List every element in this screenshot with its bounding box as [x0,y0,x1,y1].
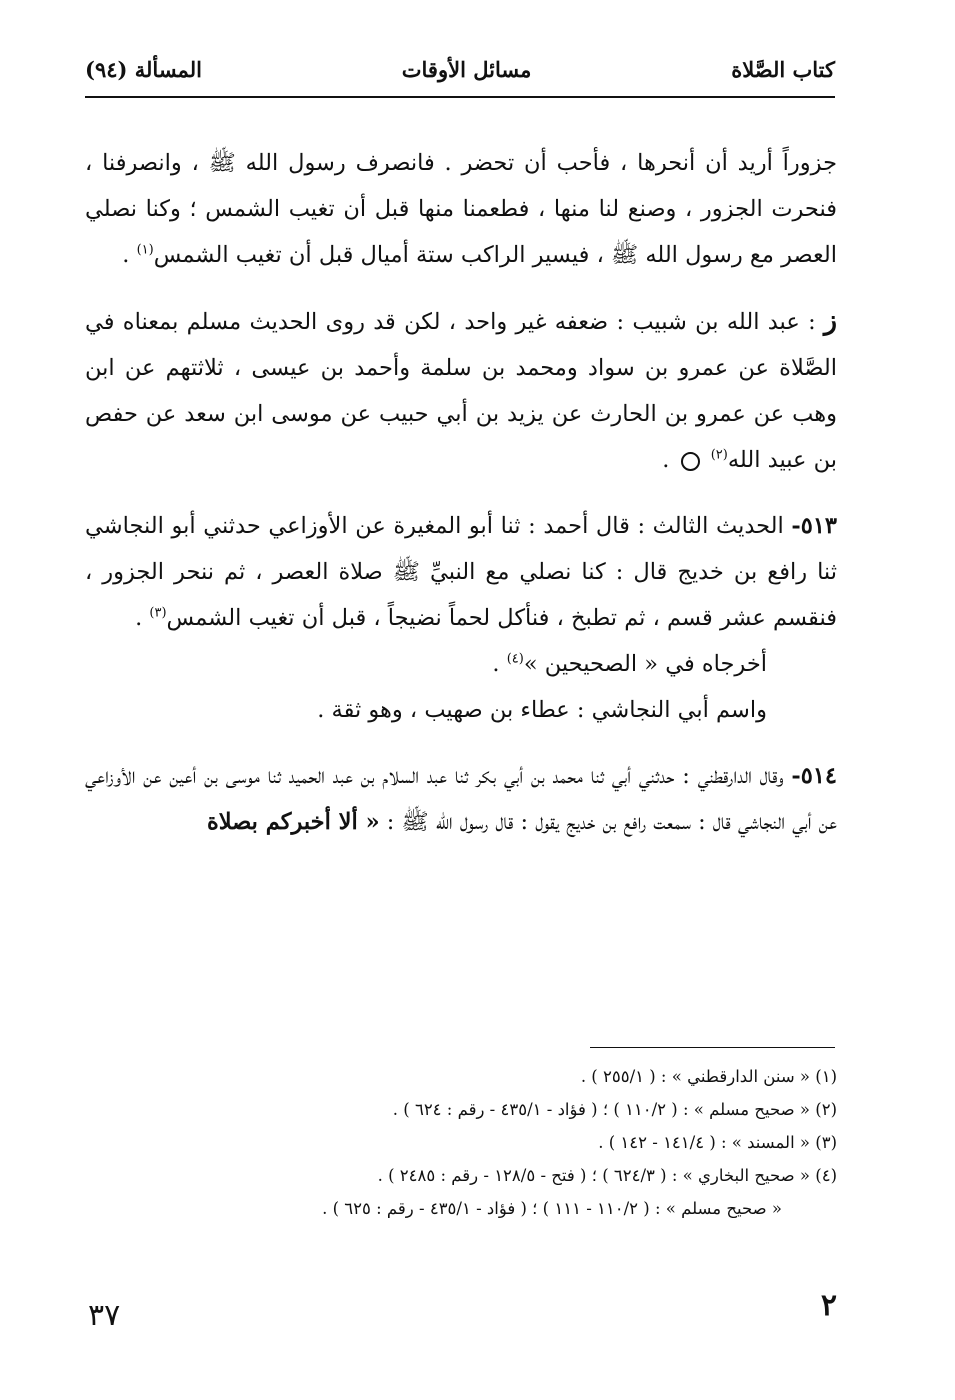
paragraph-5-text: واسم أبي النجاشي : عطاء بن صهيب ، وهو ثقة . [317,697,767,723]
footnote-2: (٢) « صحيح مسلم » : ( ١١٠/٢ ) ؛ ( فؤاد - ٤٣٥/١ - رقم : ٦٢٤ ) . [392,1100,837,1119]
header-book-title: كتاب الصَّلاة [731,56,835,82]
paragraph-1-text: جزوراً أريد أن أنحرها ، فأحب أن تحضر . فانصرف رسول الله ﷺ ، وانصرفنا ، فنحرت الجزور ، وصنع لنا منها ، فطعمنا منها قبل أن تغيب الشمس ؛ وكنا نصلي العصر مع رسول الله ﷺ ، فيسير الراكب ستة أميال قبل أن تغيب الشمس [85,150,837,268]
paragraph-2: ز : عبد الله بن شبيب : ضعفه غير واحد ، لكن قد روى الحديث مسلم بمعناه في الصَّلاة عن عمرو بن سواد ومحمد بن سلمة وأحمد بن عيسى ، ثلاثتهم عن ابن وهب عن عمرو بن الحارث عن يزيد بن أبي حبيب عن موسى ابن سعد عن حفص بن عبيد الله$^{(٢)}$ . [85,305,837,473]
footnote-4: (٤) « صحيح البخاري » : ( ٦٢٤/٣ ) ؛ ( فتح - ١٢٨/٥ - رقم : ٢٤٨٥ ) . [377,1166,837,1185]
paragraph-6-bold-quote: « ألا أخبركم بصلاة [206,809,380,835]
footnote-ref-3: (٣) [149,605,167,621]
paragraph-4-end: . [492,651,507,677]
paragraph-4 [85,641,837,687]
end-circle-icon [681,452,700,471]
footnote-4-continuation: « صحيح مسلم » : ( ١١٠/٢ - ١١١ ) ؛ ( فؤاد - ٤٣٥/١ - رقم : ٦٢٥ ) . [322,1199,782,1218]
paragraph-6-text: وقال الدارقطني : حدثني أبي ثنا محمد بن أبي بكر ثنا عبد السلام بن عبد الحميد ثنا موسى بن أعين عن الأوزاعي عن أبي النجاشي قال : سمعت رافع بن خديج يقول : قال رسول الله ﷺ : [85,763,837,835]
paragraph-1-end: . [122,242,137,268]
paragraph-3-end: . [135,605,150,631]
main-text [85,140,837,845]
page-number: ٣٧ [88,1298,121,1333]
paragraph-6 [85,753,837,845]
zawaid-mark: ز [823,305,837,336]
hadith-number-514: ٥١٤- [791,763,837,789]
paragraph-3-text: الحديث الثالث : قال أحمد : ثنا أبو المغيرة عن الأوزاعي حدثني أبو النجاشي ثنا رافع بن خديج قال : كنا نصلي مع النبيِّ ﷺ صلاة العصر ، ثم ننحر الجزور ، فنقسم عشر قسم ، ثم تطبخ ، فنأكل لحماً نضيجاً ، قبل أن تغيب الشمس [85,513,837,631]
header-issue-number: المسألة (٩٤) [85,56,202,82]
paragraph-4-text: أخرجاه في « الصحيحين » [523,651,767,677]
footnote-ref-2: (٢) [710,447,728,463]
paragraph-2-text: : عبد الله بن شبيب : ضعفه غير واحد ، لكن قد روى الحديث مسلم بمعناه في الصَّلاة عن عمرو بن سواد ومحمد بن سلمة وأحمد بن عيسى ، ثلاثتهم عن ابن وهب عن عمرو بن الحارث عن يزيد بن أبي حبيب عن موسى ابن سعد عن حفص بن عبيد الله [85,309,837,473]
footnote-1: (١) « سنن الدارقطني » : ( ٢٥٥/١ ) . [580,1067,837,1086]
footnote-ref-1: (١) [136,242,154,258]
volume-number: ٢ [820,1288,837,1323]
header-chapter-title: مسائل الأوقات [401,56,532,82]
hadith-number-513: ٥١٣- [791,513,837,539]
footnote-3: (٣) « المسند » : ( ١٤١/٤ - ١٤٢ ) . [598,1133,837,1152]
running-header [85,46,835,92]
header-rule [85,96,835,98]
paragraph-5 [85,687,837,733]
paragraph-1 [85,140,837,278]
paragraph-3 [85,503,837,641]
footnote-ref-4: (٤) [506,651,524,667]
footnote-rule [590,1047,835,1048]
footnotes [140,1060,837,1225]
